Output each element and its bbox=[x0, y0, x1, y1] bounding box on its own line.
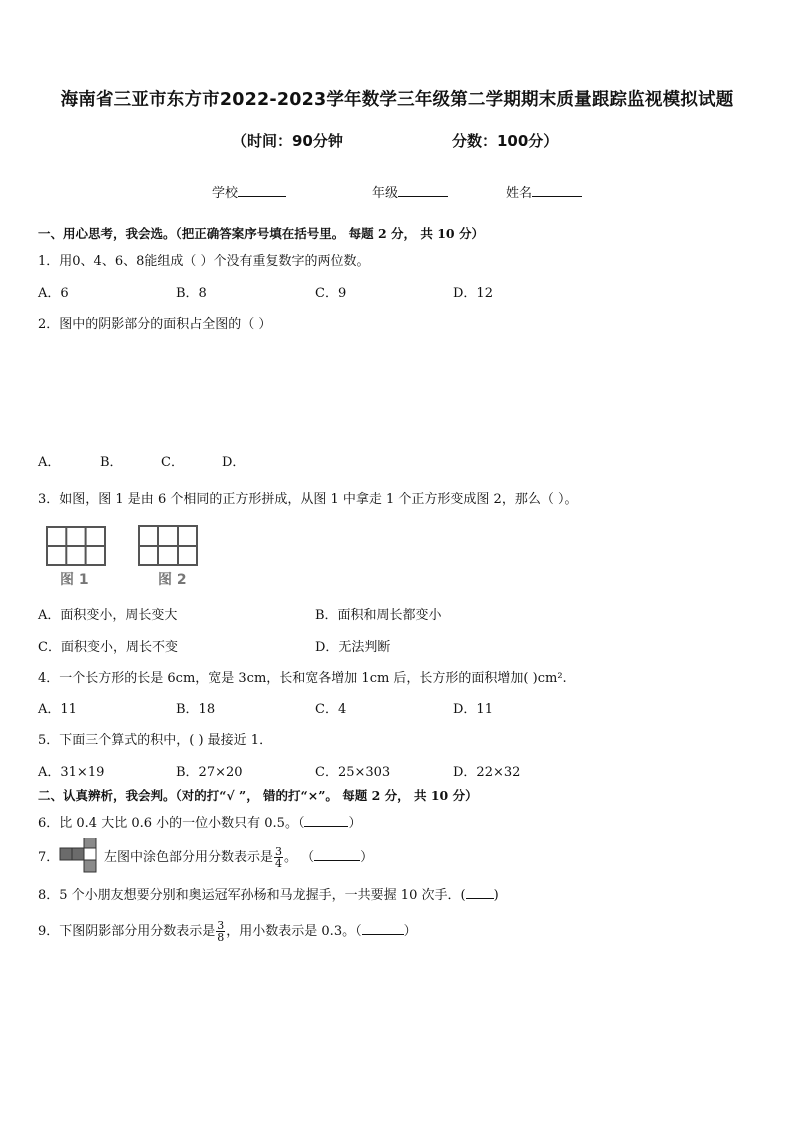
q7-answer-blank[interactable] bbox=[314, 848, 360, 861]
question-3: 3．如图，图 1 是由 6 个相同的正方形拼成，从图 1 中拿走 1 个正方形变成图 2，那么（ ）。 bbox=[38, 492, 578, 507]
question-6 bbox=[38, 812, 361, 831]
question-2: 2．图中的阴影部分的面积占全图的（ ） bbox=[38, 317, 272, 332]
grade-field bbox=[372, 182, 448, 201]
figure-2-label: 图 2 bbox=[158, 572, 187, 588]
question-9 bbox=[38, 920, 417, 943]
question-5: 5．下面三个算式的积中，( ) 最接近 1． bbox=[38, 733, 273, 748]
q3-option-c[interactable]: C．面积变小，周长不变 bbox=[38, 640, 178, 655]
q9-text: 9．下图阴影部分用分数表示是 bbox=[38, 924, 216, 939]
q1-option-c[interactable]: C．9 bbox=[315, 286, 347, 301]
q3-option-d[interactable]: D．无法判断 bbox=[315, 640, 391, 655]
section2-heading: 二、认真辨析，我会判。（对的打“√ ”， 错的打“×”。 每题 2 分， 共 10 分） bbox=[38, 788, 478, 803]
figure-1-grid bbox=[47, 527, 105, 565]
q9-after: ，用小数表示是 0.3。（ bbox=[226, 924, 362, 939]
q4-option-a[interactable]: A．11 bbox=[38, 702, 77, 717]
q8-close: ) bbox=[493, 888, 499, 903]
q3-option-a[interactable]: A．面积变小，周长变大 bbox=[38, 608, 178, 623]
q9-fraction-denominator: 8 bbox=[217, 931, 225, 944]
grade-blank[interactable] bbox=[398, 183, 448, 197]
q6-close: ） bbox=[348, 816, 362, 831]
name-blank[interactable] bbox=[532, 183, 582, 197]
exam-score: 分数：100分） bbox=[452, 132, 559, 150]
q7-prefix: 7． bbox=[38, 850, 60, 865]
name-field bbox=[506, 182, 582, 201]
grade-label: 年级 bbox=[372, 186, 399, 201]
q9-answer-blank[interactable] bbox=[362, 922, 404, 935]
q2-option-a[interactable]: A． bbox=[38, 455, 61, 470]
name-label: 姓名 bbox=[506, 186, 533, 201]
school-field bbox=[212, 182, 286, 201]
q7-fraction-numerator: 3 bbox=[275, 845, 283, 858]
q1-option-d[interactable]: D．12 bbox=[453, 286, 493, 301]
q3-figures bbox=[40, 518, 200, 568]
q1-option-b[interactable]: B．8 bbox=[176, 286, 207, 301]
question-7 bbox=[38, 846, 59, 865]
q6-text: 6．比 0.4 大比 0.6 小的一位小数只有 0.5。（ bbox=[38, 816, 305, 831]
q3-option-b[interactable]: B．面积和周长都变小 bbox=[315, 608, 442, 623]
q7-close: ） bbox=[360, 850, 374, 865]
q5-option-b[interactable]: B．27×20 bbox=[176, 765, 243, 780]
q7-fraction bbox=[274, 846, 283, 869]
q5-option-a[interactable]: A．31×19 bbox=[38, 765, 105, 780]
q7-after: 。 （ bbox=[284, 850, 315, 865]
school-blank[interactable] bbox=[238, 183, 286, 197]
q9-fraction-numerator: 3 bbox=[217, 919, 225, 932]
q7-text: 左图中涂色部分用分数表示是 bbox=[104, 850, 274, 865]
page-title: 海南省三亚市东方市2022-2023学年数学三年级第二学期期末质量跟踪监视模拟试题 bbox=[60, 90, 734, 110]
q7-fraction-denominator: 4 bbox=[275, 857, 283, 870]
exam-time: （时间：90分钟 bbox=[232, 132, 343, 150]
q8-answer-blank[interactable] bbox=[466, 886, 494, 899]
q5-option-d[interactable]: D．22×32 bbox=[453, 765, 521, 780]
q4-option-d[interactable]: D．11 bbox=[453, 702, 493, 717]
q1-option-a[interactable]: A．6 bbox=[38, 286, 69, 301]
q9-close: ） bbox=[403, 924, 417, 939]
school-label: 学校 bbox=[212, 186, 239, 201]
q7-figure bbox=[58, 838, 106, 874]
q6-answer-blank[interactable] bbox=[304, 814, 348, 827]
q5-option-c[interactable]: C．25×303 bbox=[315, 765, 391, 780]
q2-option-d[interactable]: D． bbox=[222, 455, 246, 470]
q2-option-c[interactable]: C． bbox=[161, 455, 184, 470]
question-7-text bbox=[104, 846, 373, 869]
q8-text: 8．5 个小朋友想要分别和奥运冠军孙杨和马龙握手，一共要握 10 次手．( bbox=[38, 888, 466, 903]
question-4: 4．一个长方形的长是 6cm，宽是 3cm，长和宽各增加 1cm 后，长方形的面积增加( )cm². bbox=[38, 671, 567, 686]
q2-option-b[interactable]: B． bbox=[100, 455, 123, 470]
q4-option-b[interactable]: B．18 bbox=[176, 702, 216, 717]
figure-1-label: 图 1 bbox=[60, 572, 89, 588]
figure-2-grid bbox=[139, 526, 197, 565]
q4-option-c[interactable]: C．4 bbox=[315, 702, 347, 717]
section1-heading: 一、用心思考，我会选。（把正确答案序号填在括号里。 每题 2 分， 共 10 分） bbox=[38, 226, 484, 241]
q9-fraction bbox=[216, 920, 225, 943]
question-1: 1．用0、4、6、8能组成（ ）个没有重复数字的两位数。 bbox=[38, 254, 370, 269]
question-8 bbox=[38, 884, 499, 903]
